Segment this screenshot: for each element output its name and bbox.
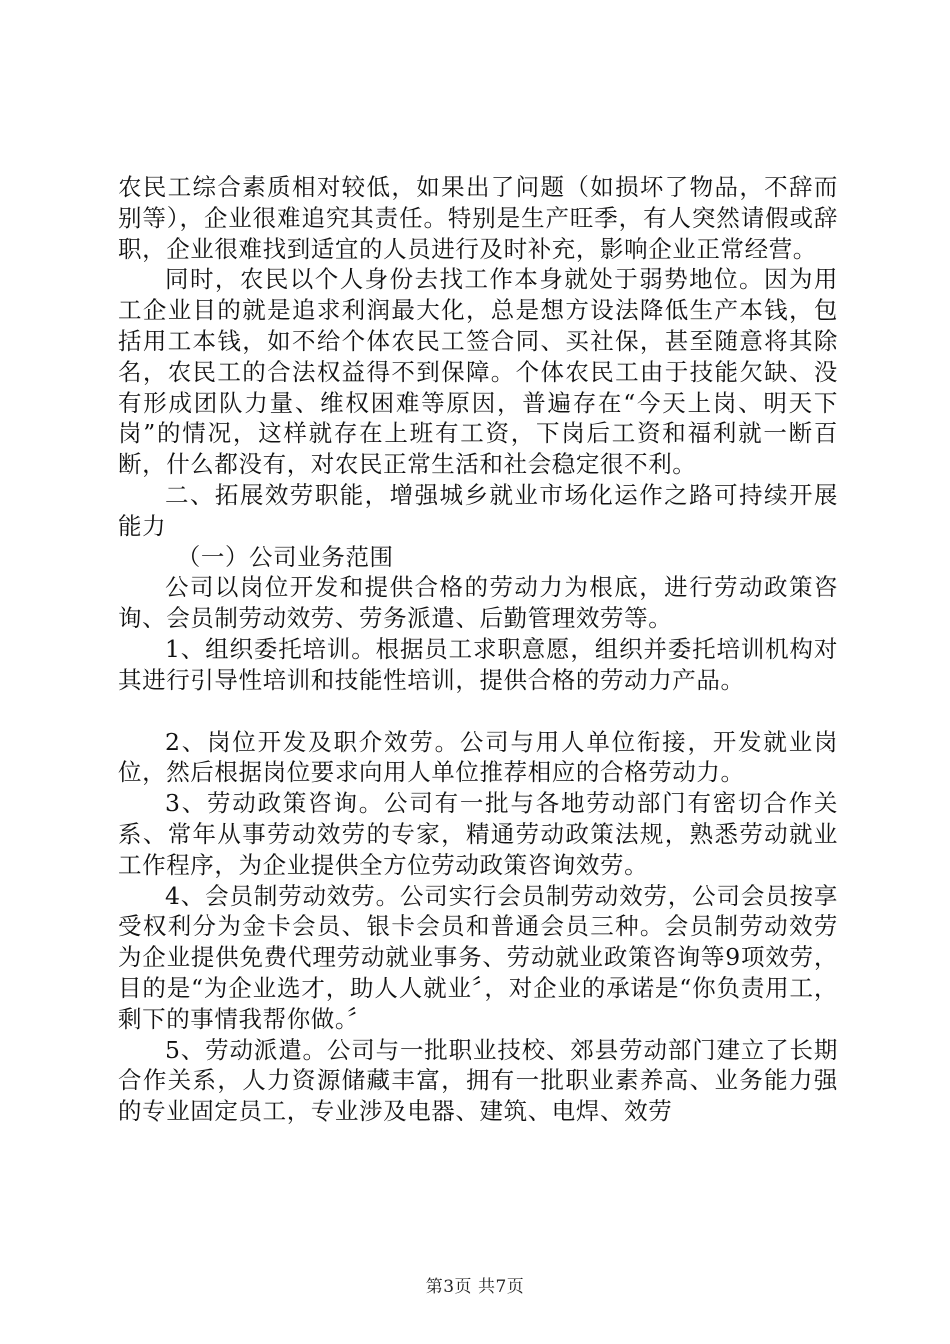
paragraph-weak-position: 同时，农民以个人身份去找工作本身就处于弱势地位。因为用工企业目的就是追求利润最大化，总是想方设法降低生产本钱，包括用工本钱，如不给个体农民工签合同、买社保，甚至随意将其除名，农民工的合法权益得不到保障。个体农民工由于技能欠缺、没有形成团队力量、维权困难等原因，普遍存在“今天上岗、明天下岗”的情况，这样就存在上班有工资，下岗后工资和福利就一断百断，什么都没有，对农民正常生活和社会稳定很不利。	[118, 265, 838, 479]
subsection-heading-business-scope: （一）公司业务范围	[176, 542, 394, 571]
paragraph-item-1-training: 1、组织委托培训。根据员工求职意愿，组织并委托培训机构对其进行引导性培训和技能性培训，提供合格的劳动力产品。	[118, 634, 838, 694]
paragraph-item-5-labor-dispatch: 5、劳动派遣。公司与一批职业技校、郊县劳动部门建立了长期合作关系，人力资源储藏丰富，拥有一批职业素养高、业务能力强的专业固定员工，专业涉及电器、建筑、电焊、效劳	[118, 1035, 838, 1126]
document-body	[118, 172, 838, 1127]
paragraph-migrant-worker-quality: 农民工综合素质相对较低，如果出了问题（如损坏了物品，不辞而别等），企业很难追究其责任。特别是生产旺季，有人突然请假或辞职，企业很难找到适宜的人员进行及时补充，影响企业正常经营。	[118, 173, 838, 263]
paragraph-item-4-membership-service: 4、会员制劳动效劳。公司实行会员制劳动效劳，公司会员按享受权利分为金卡会员、银卡会员和普通会员三种。会员制劳动效劳为企业提供免费代理劳动就业事务、劳动就业政策咨询等9项效劳，目的是“为企业选才，助人人就业〞，对企业的承诺是“你负责用工，剩下的事情我帮你做。〞	[118, 881, 838, 1033]
paragraph-business-scope: 公司以岗位开发和提供合格的劳动力为根底，进行劳动政策咨询、会员制劳动效劳、劳务派遣、后勤管理效劳等。	[118, 573, 838, 633]
paragraph-item-2-job-placement: 2、岗位开发及职介效劳。公司与用人单位衔接，开发就业岗位，然后根据岗位要求向用人单位推荐相应的合格劳动力。	[118, 727, 838, 787]
page-footer: 第3页 共7页	[425, 1277, 525, 1297]
paragraph-item-3-policy-consulting: 3、劳动政策咨询。公司有一批与各地劳动部门有密切合作关系、常年从事劳动效劳的专家，精通劳动政策法规，熟悉劳动就业工作程序，为企业提供全方位劳动政策咨询效劳。	[118, 789, 838, 879]
section-heading-expand-services: 二、拓展效劳职能，增强城乡就业市场化运作之路可持续开展能力	[118, 480, 838, 540]
paragraph-gap	[118, 696, 838, 727]
